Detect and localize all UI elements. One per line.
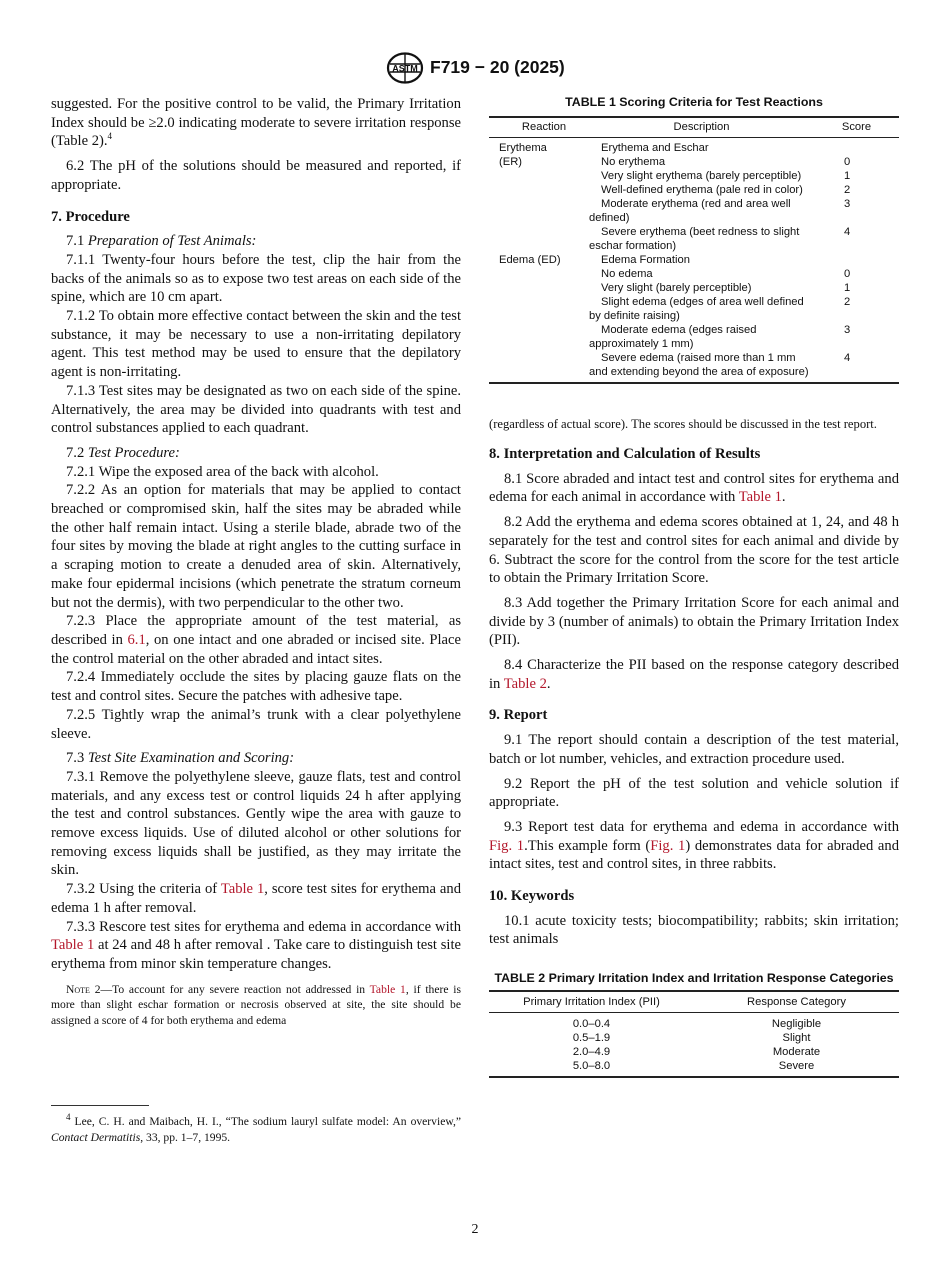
column-header: Reaction	[489, 117, 589, 138]
table-row: Edema (ED) Edema Formation	[499, 254, 690, 266]
table-1-title: TABLE 1 Scoring Criteria for Test Reactions	[565, 95, 823, 109]
paragraph-6-2: 6.2 The pH of the solutions should be measured and reported, if appropriate.	[51, 158, 461, 193]
paragraph-7-1-2: 7.1.2 To obtain more effective contact between the skin and the test substance, it may be necessary to use a non-irritating depilatory agent. This test method may be used to ensure that the depilatory agent is non-irritating.	[51, 308, 461, 381]
paragraph-7-3-1: 7.3.1 Remove the polyethylene sleeve, gauze flats, test and control materials, and any excess test or control liquids 24 h after applying the test and control substances. Gently wipe the area with gauze to remove excess liquids. Use of diluted alcohol or other solutions for removing excess liquids shall be justified, as they may irritate the skin.	[51, 768, 461, 879]
fig-1-link[interactable]: Fig. 1	[650, 837, 686, 854]
table-row: Very slight (barely perceptible) 1	[601, 282, 851, 294]
paragraph-7-2-4: 7.2.4 Immediately occlude the sites by placing gauze flats on the test and control sites. Secure the patches with adhesive tape.	[51, 669, 461, 705]
paragraph-8-4: 8.4 Characterize the PII based on the response category described in Table 2.	[489, 657, 899, 692]
table-header-row	[489, 991, 899, 1013]
table-row: Very slight erythema (barely perceptible) 1	[601, 170, 851, 182]
section-heading-report: 9. Report	[489, 707, 548, 724]
paragraph-8-2: 8.2 Add the erythema and edema scores obtained at 1, 24, and 48 h separately for the test and control sites for each animal and divide by 6. Subtract the score for the control from the score for the test article to obtain the Primary Irritation Score.	[489, 514, 899, 587]
column-header: Response Category	[694, 991, 899, 1013]
paragraph-10-1: 10.1 acute toxicity tests; biocompatibility; rabbits; skin irritation; test animals	[489, 912, 899, 948]
continued-paragraph: (regardless of actual score). The scores should be discussed in the test report.	[489, 417, 877, 431]
table-row: No edema 0	[601, 268, 851, 280]
table-row: 5.0–8.0 Severe	[572, 1060, 815, 1073]
column-header: Description	[589, 117, 814, 138]
paragraph-8-3: 8.3 Add together the Primary Irritation Score for each animal and divide by 3 (number of animals) to obtain the Primary Irritation Index (PII).	[489, 594, 899, 649]
subsection-7-2: 7.2 Test Procedure:	[66, 444, 180, 461]
page-header	[0, 52, 950, 86]
table-row: Well-defined erythema (pale red in color) 2	[601, 184, 851, 196]
table-1-link[interactable]: Table 1	[220, 881, 265, 898]
table-row: Moderate edema (edges raised approximately 1 mm) 3	[589, 324, 851, 350]
right-column	[489, 95, 899, 1078]
footnote-divider	[51, 1105, 149, 1106]
section-heading-interpretation: 8. Interpretation and Calculation of Results	[489, 446, 761, 462]
paragraph-9-1: 9.1 The report should contain a description of the test material, batch or lot number, vehicles, and extraction procedure used.	[489, 732, 899, 767]
footnote-4: $^4$ Lee, C. H. and Maibach, H. I., “The sodium lauryl sulfate model: An overview,” Contact Dermatitis, 33, pp. 1–7, 1995.	[51, 1112, 461, 1144]
page-number: 2	[471, 1222, 479, 1237]
footnote-marker[interactable]: 4	[107, 131, 113, 142]
table-row: Severe erythema (beet redness to slight eschar formation) 4	[589, 226, 851, 252]
table-row: (ER) No erythema 0	[499, 156, 851, 168]
section-heading-procedure: 7. Procedure	[51, 208, 130, 225]
table-2-link[interactable]: Table 2	[503, 675, 547, 692]
table-2	[489, 990, 899, 1078]
section-heading-keywords: 10. Keywords	[489, 888, 575, 905]
table-row: Severe edema (raised more than 1 mm and extending beyond the area of exposure) 4	[589, 352, 851, 378]
table-1-link[interactable]: Table 1	[369, 982, 406, 996]
paragraph-7-3-2: 7.3.2 Using the criteria of Table 1, score test sites for erythema and edema 1 h after removal.	[51, 881, 461, 916]
table-row: Slight edema (edges of area well defined by definite raising) 2	[589, 296, 851, 322]
paragraph-9-3: 9.3 Report test data for erythema and edema in accordance with Fig. 1.This example form (Fig. 1) demonstrates data for abraded and intact sites, test and control sites, in three rabbits.	[489, 818, 900, 873]
paragraph-7-2-3: 7.2.3 Place the appropriate amount of the test material, as described in 6.1, on one intact and one abraded or incised site. Place the control material on the other abraded and intact sites.	[51, 613, 461, 667]
left-column	[51, 95, 461, 1029]
table-row: 0.0–0.4 Negligible	[572, 1018, 822, 1031]
table-1	[489, 116, 899, 384]
table-row: 0.5–1.9 Slight	[572, 1032, 811, 1045]
astm-logo-icon	[386, 52, 424, 84]
paragraph-7-3-3: 7.3.3 Rescore test sites for erythema and edema in accordance with Table 1 at 24 and 48 h after removal . Take care to distinguish test site erythema from minor skin temperature changes.	[51, 918, 461, 972]
paragraph-8-1: 8.1 Score abraded and intact test and control sites for erythema and edema for each animal in accordance with Table 1.	[489, 470, 899, 506]
table-row: 2.0–4.9 Moderate	[572, 1046, 821, 1059]
paragraph-7-1-1: 7.1.1 Twenty-four hours before the test, clip the hair from the backs of the animals so as to expose two test areas on each side of the spine, which are 10 cm apart.	[51, 251, 461, 306]
column-header: Score	[814, 117, 899, 138]
table-1-link[interactable]: Table 1	[51, 937, 95, 954]
paragraph-7-2-1: 7.2.1 Wipe the exposed area of the back with alcohol.	[66, 463, 379, 480]
note-2: Note 2—To account for any severe reaction not addressed in Table 1, if there is more than slight eschar formation or necrosis observed at site, the site should be assigned a score of 4 for both erythema and edema	[51, 982, 461, 1028]
svg-text:ASTM: ASTM	[392, 63, 418, 74]
column-header: Primary Irritation Index (PII)	[489, 991, 694, 1013]
paragraph-7-2-5: 7.2.5 Tightly wrap the animal’s trunk with a clear polyethylene sleeve.	[51, 706, 461, 742]
document-id: F719 − 20 (2025)	[430, 57, 565, 77]
subsection-7-1: 7.1 Preparation of Test Animals:	[66, 233, 257, 250]
table-1-link[interactable]: Table 1	[738, 489, 782, 506]
table-row: Moderate erythema (red and area well defined) 3	[589, 198, 851, 224]
paragraph-7-1-3: 7.1.3 Test sites may be designated as two on each side of the spine. Alternatively, the area may be divided into quadrants with test and control substances applied to each quadrant.	[51, 382, 461, 437]
paragraph-7-2-2: 7.2.2 As an option for materials that may be applied to contact breached or compromised skin, half the sites may be abraded while the other half remain intact. Using a sterile blade, abrade two of the four sites by moving the blade at right angles to the cutting surface in a scraping motion to create a denuded area of skin. Alternatively, make four epidermal incisions (which penetrate the stratum corneum but not the dermis), with two perpendicular to the other two.	[51, 482, 461, 611]
subsection-7-3: 7.3 Test Site Examination and Scoring:	[66, 750, 295, 767]
section-6-1-link[interactable]: 6.1	[127, 631, 146, 648]
table-2-title: TABLE 2 Primary Irritation Index and Irritation Response Categories	[494, 971, 894, 986]
paragraph-9-2: 9.2 Report the pH of the test solution and vehicle solution if appropriate.	[489, 775, 899, 811]
fig-1-link[interactable]: Fig. 1	[489, 837, 525, 854]
table-header-row	[489, 117, 899, 138]
continued-paragraph: suggested. For the positive control to be valid, the Primary Irritation Index should be ≥2.0 indicating moderate to severe irritation response (Table 2).$^4$	[51, 96, 461, 150]
table-row: Erythema Erythema and Eschar	[499, 142, 709, 154]
